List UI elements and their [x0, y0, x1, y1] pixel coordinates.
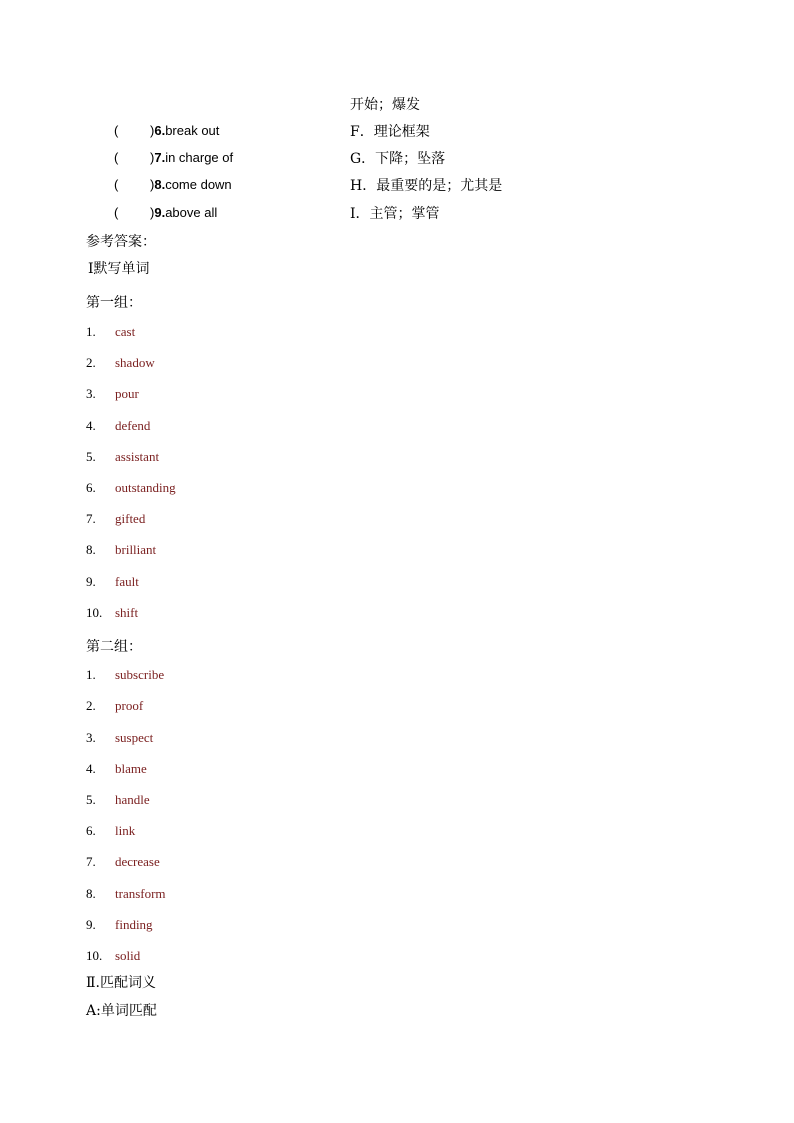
- phrase: come down: [165, 177, 232, 192]
- answers-title: 参考答案：: [86, 234, 156, 250]
- match-row-8: ( )8.come down: [114, 177, 232, 192]
- section2-title: Ⅱ.匹配词义: [86, 975, 156, 991]
- match-row-6: ( )6.break out: [114, 123, 220, 138]
- match-row-7: ( )7.in charge of: [114, 150, 234, 165]
- answer-blank[interactable]: (: [114, 177, 119, 192]
- phrase: in charge of: [165, 150, 234, 165]
- section2-subtitle: A:单词匹配: [86, 1003, 157, 1019]
- definition-continuation: 开始；爆发: [350, 97, 420, 113]
- answer-blank[interactable]: (: [114, 150, 119, 165]
- phrase: break out: [165, 123, 220, 138]
- answer-blank[interactable]: (: [114, 123, 119, 138]
- answer-blank[interactable]: (: [114, 205, 119, 220]
- group2-title: 第二组：: [86, 639, 142, 655]
- definition-f: F．理论框架: [350, 124, 430, 140]
- definition-i: I．主管；掌管: [350, 206, 440, 222]
- group1-title: 第一组：: [86, 295, 142, 311]
- definition-g: G．下降；坠落: [350, 151, 446, 167]
- section1-title: Ⅰ默写单词: [88, 261, 150, 277]
- definition-h: H．最重要的是；尤其是: [350, 178, 503, 194]
- match-row-9: ( )9.above all: [114, 205, 218, 220]
- phrase: above all: [165, 205, 218, 220]
